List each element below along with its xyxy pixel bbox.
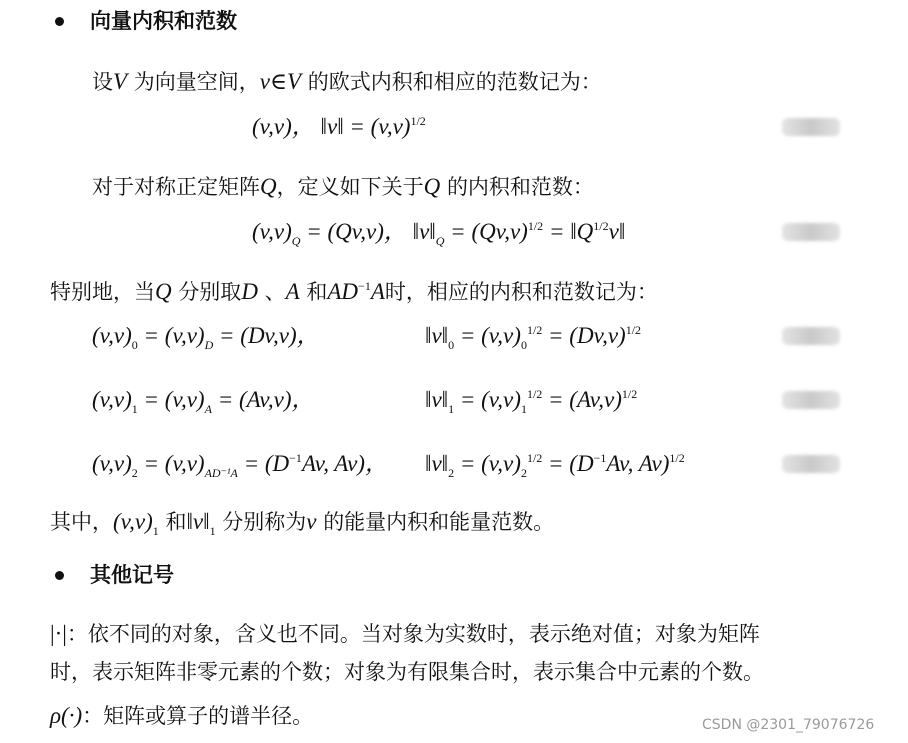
- equation-1-right: [425, 386, 637, 414]
- math-sub: AD⁻¹A: [204, 466, 238, 480]
- bullet-icon: [55, 17, 64, 26]
- math-sub: 2: [131, 466, 138, 480]
- math-sub: 1: [152, 524, 159, 538]
- math-exp: 1/2: [526, 323, 543, 337]
- math-symbol: v: [259, 69, 270, 94]
- math-sub: 2: [448, 466, 455, 480]
- math-expr: Av, Av)，: [301, 451, 388, 476]
- equation-number-blurred: [782, 455, 840, 473]
- math-expr: ‖v‖: [425, 323, 449, 348]
- math-sub: D: [204, 338, 214, 352]
- math-expr: = (Qv,v)，: [306, 219, 407, 244]
- math-sub: 0: [131, 338, 138, 352]
- math-sub: 0: [520, 338, 527, 352]
- equation-1-left: [92, 386, 315, 414]
- equation-number-blurred: [782, 391, 840, 409]
- intro-line: [92, 68, 602, 96]
- bullet-icon: [55, 571, 64, 580]
- math-expr: = (v,v): [349, 114, 411, 139]
- q-intro-line: [92, 173, 594, 201]
- math-sub: 0: [448, 338, 455, 352]
- math-expr: = (v,v): [143, 387, 205, 412]
- text: 分别取: [178, 280, 242, 304]
- math-expr: = (v,v): [459, 323, 521, 348]
- rho-line: [50, 702, 313, 730]
- math-symbol: V: [287, 69, 302, 94]
- math-symbol: V: [113, 69, 128, 94]
- text: 、: [264, 280, 286, 304]
- math-expr: v‖: [608, 219, 626, 244]
- math-expr: (v,v): [92, 387, 132, 412]
- math-exp: 1/2: [625, 323, 642, 337]
- math-expr: = (Av,v)，: [217, 387, 315, 412]
- math-sub: 1: [520, 402, 527, 416]
- abs-line-1: [50, 620, 760, 648]
- math-exp: 1/2: [669, 451, 685, 465]
- equation-number-blurred: [782, 223, 840, 241]
- math-symbol: v: [306, 509, 317, 534]
- math-sub: Q: [291, 234, 301, 248]
- math-exp: 1/2: [526, 451, 543, 465]
- math-expr: = (Dv,v)，: [219, 323, 320, 348]
- math-expr: = (v,v): [143, 323, 205, 348]
- math-expr: ‖v‖: [320, 114, 344, 139]
- text: 为向量空间，: [133, 70, 260, 94]
- equation-0-right: [425, 322, 641, 350]
- text: 和: [306, 280, 328, 304]
- text: 设: [92, 70, 113, 94]
- math-sub: Q: [435, 234, 445, 248]
- math-expr: = ‖Q: [548, 219, 594, 244]
- text: ，定义如下关于: [276, 175, 424, 199]
- math-exp: 1/2: [593, 219, 609, 233]
- math-symbol: A: [370, 279, 385, 304]
- equation-2-right: [425, 450, 685, 478]
- math-expr: = (Av,v): [548, 387, 622, 412]
- text: ：矩阵或算子的谱半径。: [82, 704, 314, 728]
- math-expr: = (v,v): [459, 451, 521, 476]
- math-symbol: AD: [327, 279, 359, 304]
- math-expr: ‖v‖: [425, 387, 449, 412]
- equation-2-left: [92, 450, 388, 478]
- equation-0-left: [92, 322, 320, 350]
- math-expr: (v,v): [113, 509, 153, 534]
- text: ：依不同的对象，含义也不同。当对象为实数时，表示绝对值；对象为矩阵: [66, 622, 760, 646]
- text: 和: [165, 510, 187, 534]
- abs-line-2: 时，表示矩阵非零元素的个数；对象为有限集合时，表示集合中元素的个数。: [50, 660, 764, 684]
- math-expr: = (v,v): [143, 451, 205, 476]
- math-expr: ‖v‖: [186, 509, 210, 534]
- math-symbol: A: [285, 279, 300, 304]
- math-expr: = (v,v): [459, 387, 521, 412]
- math-expr: (v,v): [92, 323, 132, 348]
- math-exp: −1: [593, 451, 607, 465]
- math-expr: (v,v): [92, 451, 132, 476]
- text: 特别地，当: [50, 280, 155, 304]
- special-line: [50, 278, 658, 306]
- text: 其中，: [50, 510, 113, 534]
- abs-symbol: |·|: [50, 621, 67, 646]
- math-sub: 1: [209, 524, 216, 538]
- math-expr: = (Dv,v): [548, 323, 626, 348]
- math-exp: 1/2: [527, 219, 544, 233]
- text: 对于对称正定矩阵: [92, 175, 260, 199]
- equation-number-blurred: [782, 118, 840, 136]
- math-expr: ‖v‖: [412, 219, 436, 244]
- math-sub: 1: [448, 402, 455, 416]
- math-expr: = (D: [548, 451, 594, 476]
- math-expr: (v,v)，: [252, 114, 315, 139]
- math-symbol: Q: [260, 174, 277, 199]
- math-sub: 2: [520, 466, 527, 480]
- math-expr: ‖v‖: [425, 451, 449, 476]
- math-expr: (v,v): [252, 219, 292, 244]
- math-exp: 1/2: [621, 387, 638, 401]
- equation-q-norm: [252, 218, 625, 246]
- math-expr: = (Qv,v): [450, 219, 528, 244]
- math-symbol: Q: [155, 279, 172, 304]
- equation-euclid: [252, 113, 426, 141]
- rho-symbol: ρ(·): [50, 703, 83, 728]
- section-title: 向量内积和范数: [90, 8, 237, 33]
- math-symbol: D: [241, 279, 258, 304]
- math-symbol: Q: [423, 174, 441, 199]
- math-sub: A: [204, 402, 212, 416]
- text: 时，相应的内积和范数记为：: [384, 280, 658, 304]
- math-exp: −1: [289, 451, 302, 465]
- math-exp: 1/2: [526, 387, 543, 401]
- watermark: CSDN @2301_79076726: [702, 717, 875, 733]
- section-title: 其他记号: [90, 562, 174, 587]
- math-expr: = (D: [243, 451, 290, 476]
- math-exp: 1/2: [410, 114, 426, 128]
- text: 的内积和范数：: [446, 175, 594, 199]
- text: 分别称为: [222, 510, 307, 534]
- energy-line: [50, 508, 554, 536]
- math-symbol: ∈: [269, 69, 287, 94]
- math-exp: −1: [358, 279, 371, 293]
- math-expr: Av, Av): [606, 451, 670, 476]
- math-sub: 1: [131, 402, 138, 416]
- text: 的欧式内积和相应的范数记为：: [307, 70, 602, 94]
- text: 的能量内积和能量范数。: [323, 510, 555, 534]
- equation-number-blurred: [782, 327, 840, 345]
